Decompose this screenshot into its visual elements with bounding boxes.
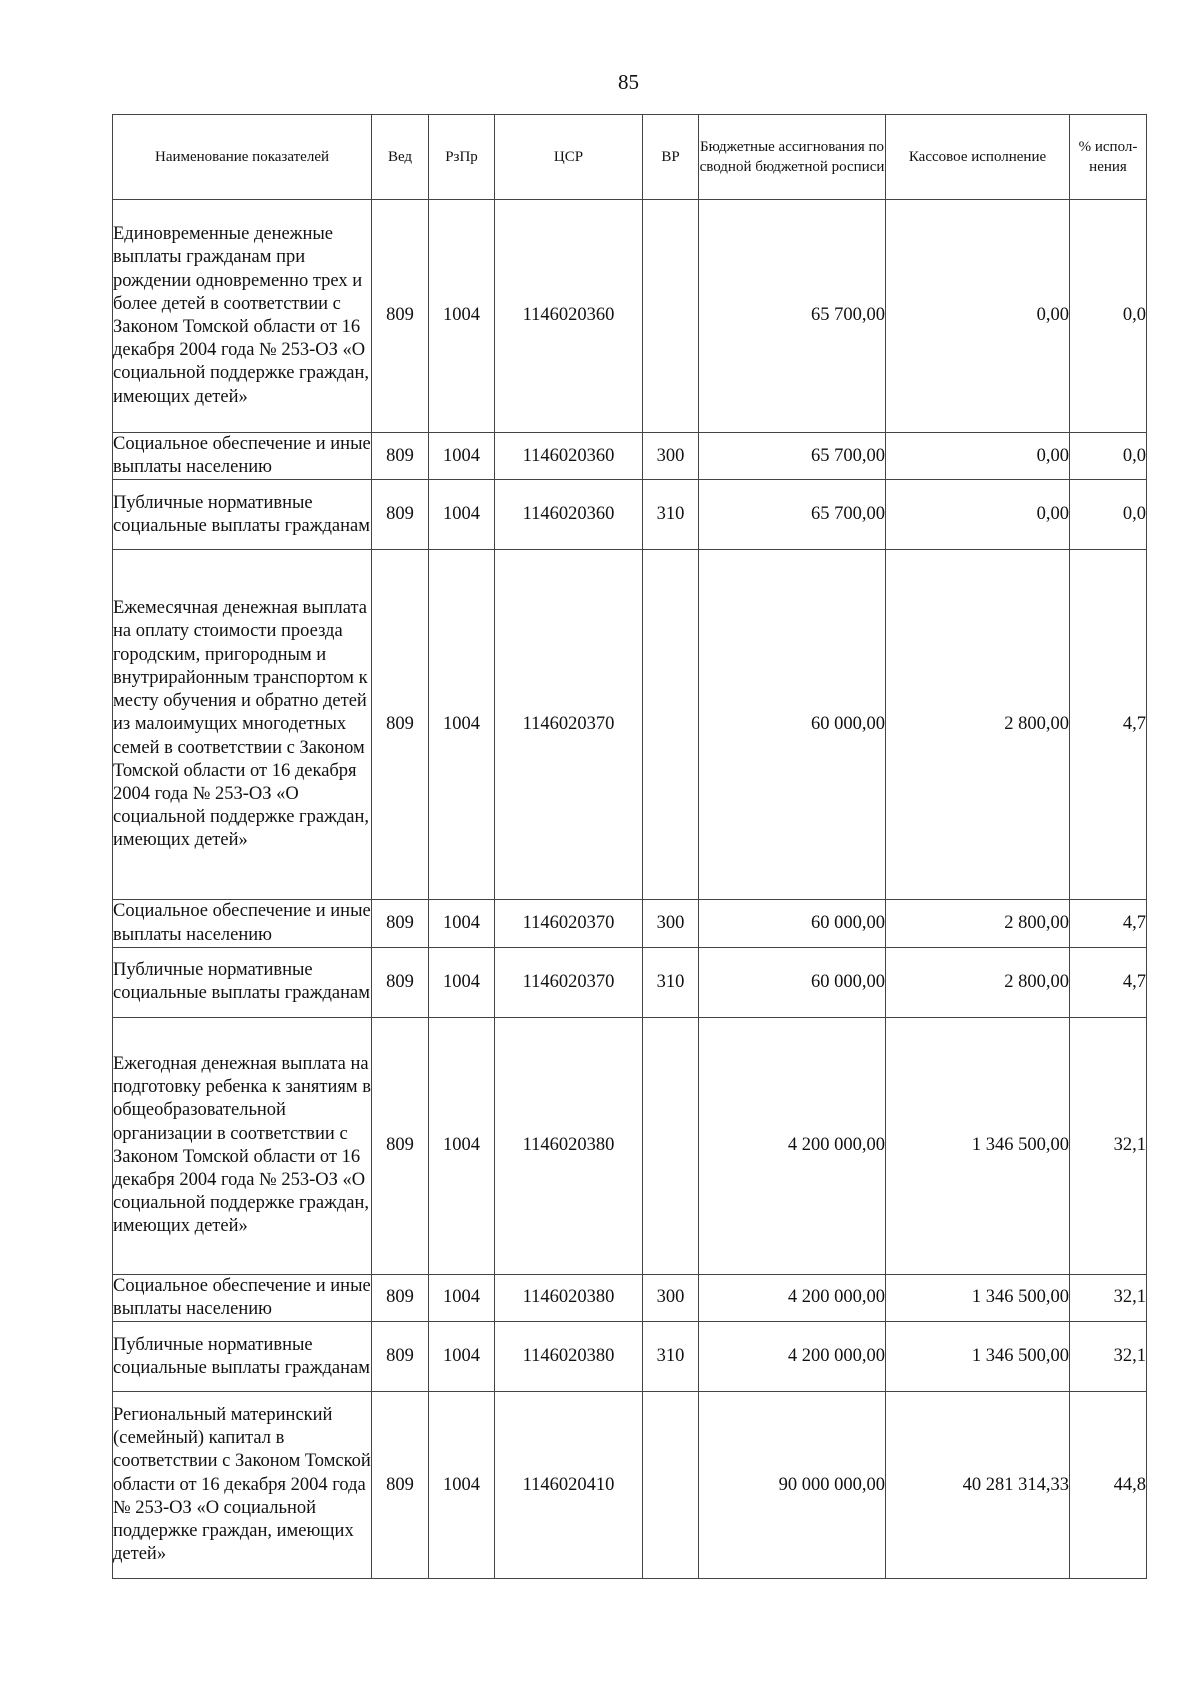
row-assignments: 60 000,00	[699, 900, 886, 947]
row-name: Публичные нормативные социальные выплаты гражданам	[113, 947, 372, 1017]
row-ved: 809	[372, 1274, 429, 1321]
row-csr: 1146020370	[495, 900, 643, 947]
row-percent: 32,1	[1070, 1322, 1147, 1392]
table-header-row	[113, 115, 1147, 200]
row-ved: 809	[372, 1392, 429, 1579]
header-assignments: Бюджетные ассигнования по сводной бюджетной росписи	[699, 115, 886, 200]
row-name: Ежемесячная денежная выплата на оплату стоимости проезда городским, пригородным и внутрирайонным транспортом к месту обучения и обратно детей из малоимущих многодетных семей в соответствии с Законом Томской области от 16 декабря 2004 года № 253-ОЗ «О социальной поддержке граждан, имеющих детей»	[113, 550, 372, 900]
row-ved: 809	[372, 900, 429, 947]
row-vr: 300	[643, 1274, 699, 1321]
table-row	[113, 200, 1147, 433]
row-rzpr: 1004	[429, 900, 495, 947]
row-name: Социальное обеспечение и иные выплаты населению	[113, 433, 372, 480]
header-name: Наименование показателей	[113, 115, 372, 200]
row-execution: 40 281 314,33	[886, 1392, 1070, 1579]
row-name: Социальное обеспечение и иные выплаты населению	[113, 900, 372, 947]
row-csr: 1146020360	[495, 200, 643, 433]
page-number: 85	[618, 70, 639, 94]
row-vr	[643, 1392, 699, 1579]
row-percent: 32,1	[1070, 1017, 1147, 1274]
row-rzpr: 1004	[429, 1017, 495, 1274]
row-vr: 310	[643, 480, 699, 550]
row-csr: 1146020380	[495, 1017, 643, 1274]
row-vr: 300	[643, 900, 699, 947]
row-ved: 809	[372, 433, 429, 480]
row-name: Социальное обеспечение и иные выплаты населению	[113, 1274, 372, 1321]
row-assignments: 4 200 000,00	[699, 1017, 886, 1274]
row-percent: 0,0	[1070, 433, 1147, 480]
row-percent: 44,8	[1070, 1392, 1147, 1579]
header-percent: % испол-нения	[1070, 115, 1147, 200]
row-rzpr: 1004	[429, 550, 495, 900]
row-percent: 0,0	[1070, 480, 1147, 550]
row-csr: 1146020380	[495, 1322, 643, 1392]
row-csr: 1146020360	[495, 433, 643, 480]
row-execution: 2 800,00	[886, 550, 1070, 900]
table-row	[113, 900, 1147, 947]
row-percent: 0,0	[1070, 200, 1147, 433]
table-row	[113, 1274, 1147, 1321]
row-assignments: 4 200 000,00	[699, 1322, 886, 1392]
row-vr	[643, 1017, 699, 1274]
row-vr: 310	[643, 947, 699, 1017]
row-rzpr: 1004	[429, 433, 495, 480]
row-rzpr: 1004	[429, 1274, 495, 1321]
table-row	[113, 1322, 1147, 1392]
row-execution: 0,00	[886, 480, 1070, 550]
row-assignments: 65 700,00	[699, 433, 886, 480]
row-ved: 809	[372, 1017, 429, 1274]
budget-table	[112, 114, 1147, 1579]
row-execution: 2 800,00	[886, 900, 1070, 947]
row-percent: 4,7	[1070, 947, 1147, 1017]
header-csr: ЦСР	[495, 115, 643, 200]
header-ved: Вед	[372, 115, 429, 200]
row-assignments: 60 000,00	[699, 947, 886, 1017]
row-rzpr: 1004	[429, 480, 495, 550]
row-name: Единовременные денежные выплаты гражданам при рождении одновременно трех и более детей в соответствии с Законом Томской области от 16 декабря 2004 года № 253-ОЗ «О социальной поддержке граждан, имеющих детей»	[113, 200, 372, 433]
row-assignments: 90 000 000,00	[699, 1392, 886, 1579]
row-csr: 1146020360	[495, 480, 643, 550]
row-execution: 1 346 500,00	[886, 1322, 1070, 1392]
row-assignments: 4 200 000,00	[699, 1274, 886, 1321]
row-ved: 809	[372, 480, 429, 550]
table-row	[113, 1017, 1147, 1274]
row-name: Ежегодная денежная выплата на подготовку ребенка к занятиям в общеобразовательной организации в соответствии с Законом Томской области от 16 декабря 2004 года № 253-ОЗ «О социальной поддержке граждан, имеющих детей»	[113, 1017, 372, 1274]
table-row	[113, 947, 1147, 1017]
row-name: Публичные нормативные социальные выплаты гражданам	[113, 1322, 372, 1392]
row-ved: 809	[372, 947, 429, 1017]
row-ved: 809	[372, 550, 429, 900]
row-name: Региональный материнский (семейный) капитал в соответствии с Законом Томской области от 16 декабря 2004 года № 253-ОЗ «О социальной поддержке граждан, имеющих детей»	[113, 1392, 372, 1579]
table-row	[113, 550, 1147, 900]
table-row	[113, 433, 1147, 480]
row-execution: 0,00	[886, 200, 1070, 433]
row-percent: 4,7	[1070, 900, 1147, 947]
row-ved: 809	[372, 1322, 429, 1392]
row-execution: 1 346 500,00	[886, 1017, 1070, 1274]
table-row	[113, 1392, 1147, 1579]
header-rzpr: РзПр	[429, 115, 495, 200]
row-percent: 32,1	[1070, 1274, 1147, 1321]
row-rzpr: 1004	[429, 1322, 495, 1392]
row-name: Публичные нормативные социальные выплаты гражданам	[113, 480, 372, 550]
row-execution: 2 800,00	[886, 947, 1070, 1017]
row-csr: 1146020370	[495, 550, 643, 900]
row-vr	[643, 200, 699, 433]
row-assignments: 65 700,00	[699, 480, 886, 550]
header-execution: Кассовое исполнение	[886, 115, 1070, 200]
row-vr: 310	[643, 1322, 699, 1392]
row-rzpr: 1004	[429, 947, 495, 1017]
row-ved: 809	[372, 200, 429, 433]
row-percent: 4,7	[1070, 550, 1147, 900]
row-csr: 1146020370	[495, 947, 643, 1017]
row-csr: 1146020410	[495, 1392, 643, 1579]
row-assignments: 60 000,00	[699, 550, 886, 900]
row-assignments: 65 700,00	[699, 200, 886, 433]
row-execution: 1 346 500,00	[886, 1274, 1070, 1321]
row-rzpr: 1004	[429, 1392, 495, 1579]
row-vr	[643, 550, 699, 900]
row-vr: 300	[643, 433, 699, 480]
header-vr: ВР	[643, 115, 699, 200]
row-csr: 1146020380	[495, 1274, 643, 1321]
table-row	[113, 480, 1147, 550]
row-execution: 0,00	[886, 433, 1070, 480]
row-rzpr: 1004	[429, 200, 495, 433]
